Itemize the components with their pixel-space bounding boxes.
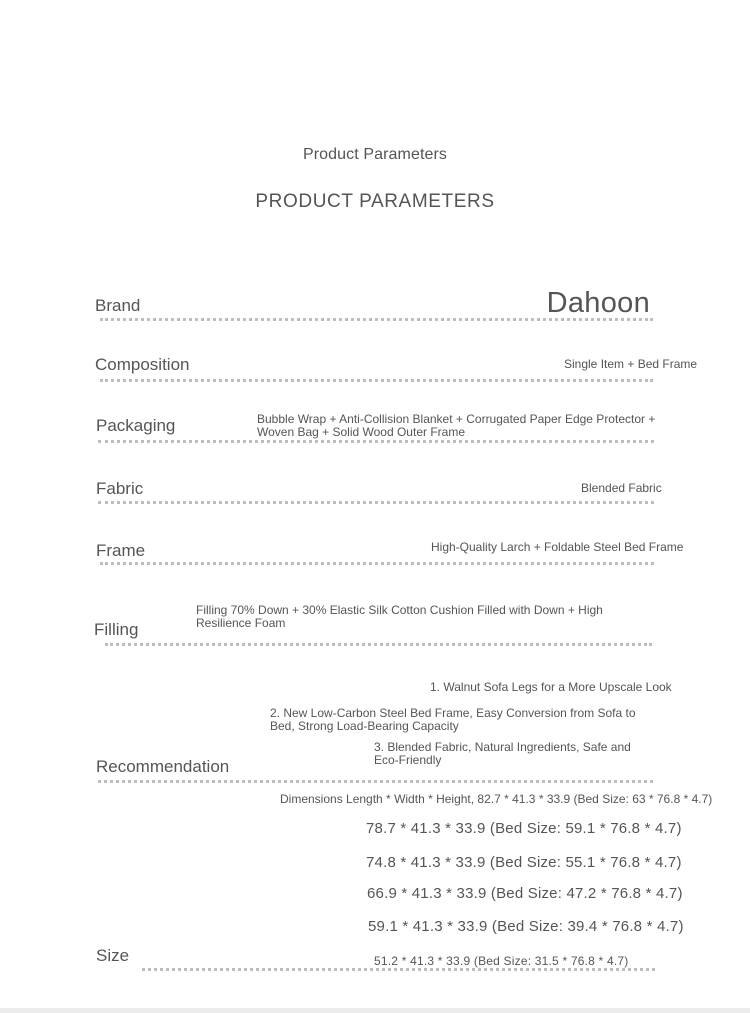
size-line-1: 78.7 * 41.3 * 33.9 (Bed Size: 59.1 * 76.8 * 4.7) [366,820,682,837]
packaging-value: Bubble Wrap + Anti-Collision Blanket + Corrugated Paper Edge Protector + Woven Bag + Solid Wood Outer Frame [257,412,656,439]
fabric-value: Blended Fabric [581,481,662,495]
composition-value: Single Item + Bed Frame [564,357,698,371]
recommendation-item-2: 2. New Low-Carbon Steel Bed Frame, Easy Conversion from Sofa to Bed, Strong Load-Bearing Capacity [270,706,636,733]
recommendation-divider [98,780,653,783]
size-line-3: 66.9 * 41.3 * 33.9 (Bed Size: 47.2 * 76.8 * 4.7) [367,885,683,902]
page-title: Product Parameters [302,146,448,163]
fabric-label: Fabric [96,479,144,498]
recommendation-item-1: 1. Walnut Sofa Legs for a More Upscale Look [430,680,672,694]
filling-divider [105,643,652,646]
brand-value: Dahoon [546,287,650,319]
frame-divider [100,562,654,565]
frame-label: Frame [96,541,146,560]
page-subtitle: PRODUCT PARAMETERS [255,191,495,212]
brand-divider [100,318,653,321]
size-label: Size [96,946,130,965]
bottom-bar [0,1008,750,1013]
size-line-2: 74.8 * 41.3 * 33.9 (Bed Size: 55.1 * 76.8 * 4.7) [366,854,682,871]
composition-divider [100,379,653,382]
size-line-4: 59.1 * 41.3 * 33.9 (Bed Size: 39.4 * 76.8 * 4.7) [368,918,684,935]
size-line-5: 51.2 * 41.3 * 33.9 (Bed Size: 31.5 * 76.8 * 4.7) [374,954,629,968]
packaging-label: Packaging [96,416,176,435]
recommendation-label: Recommendation [96,757,230,776]
size-header: Dimensions Length * Width * Height, 82.7 * 41.3 * 33.9 (Bed Size: 63 * 76.8 * 4.7) [280,792,713,806]
recommendation-item-3: 3. Blended Fabric, Natural Ingredients, Safe and Eco-Friendly [374,740,631,767]
brand-label: Brand [95,296,141,315]
filling-label: Filling [94,620,139,639]
frame-value: High-Quality Larch + Foldable Steel Bed Frame [431,540,684,554]
size-divider [142,968,655,971]
filling-value: Filling 70% Down + 30% Elastic Silk Cotton Cushion Filled with Down + High Resilience Foam [196,603,603,630]
packaging-divider [98,440,654,443]
fabric-divider [98,501,654,504]
composition-label: Composition [95,355,190,374]
